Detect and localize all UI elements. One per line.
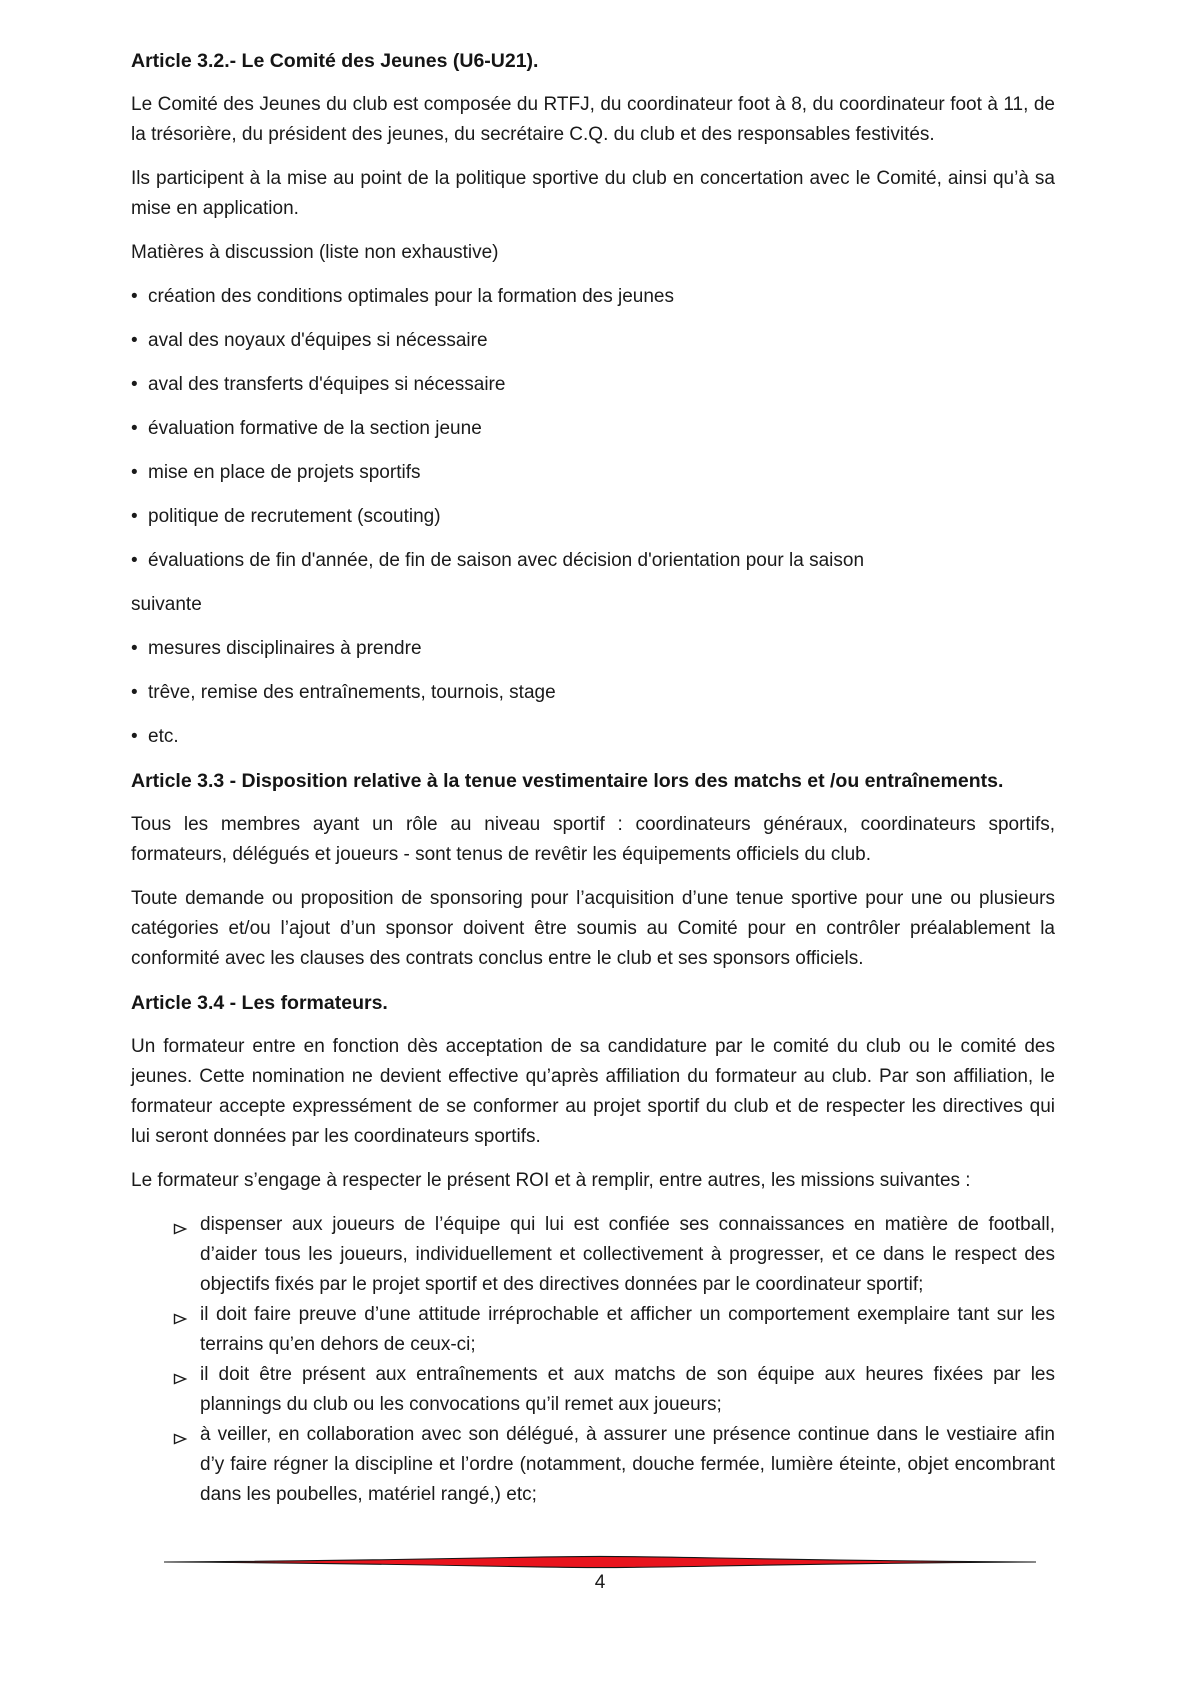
bullet-text: création des conditions optimales pour la formation des jeunes <box>148 286 674 307</box>
bullet-item <box>131 282 1055 312</box>
bullet-text: mise en place de projets sportifs <box>148 462 421 483</box>
bullet-item <box>131 678 1055 708</box>
arrow-list-item <box>131 1420 1055 1510</box>
bullet-item <box>131 414 1055 444</box>
bullet-icon: • <box>131 374 138 395</box>
bullet-icon: • <box>131 330 138 351</box>
bullet-item <box>131 546 1055 576</box>
missions-list <box>131 1210 1055 1510</box>
bullet-text: évaluation formative de la section jeune <box>148 418 482 439</box>
arrow-list-item <box>131 1210 1055 1300</box>
arrow-bullet-icon <box>172 1217 188 1233</box>
footer-divider <box>163 1554 1037 1570</box>
bullet-item <box>131 458 1055 488</box>
article-3-2-paragraph-1: Le Comité des Jeunes du club est composée du RTFJ, du coordinateur foot à 8, du coordinateur foot à 11, de la trésorière, du président des jeunes, du secrétaire C.Q. du club et des responsables festivités. <box>131 94 1055 145</box>
bullet-item <box>131 502 1055 532</box>
document-content <box>131 46 1055 1524</box>
bullet-icon: • <box>131 682 138 703</box>
bullet-text: évaluations de fin d'année, de fin de saison avec décision d'orientation pour la saison <box>148 550 865 571</box>
page-number: 4 <box>594 1572 606 1593</box>
arrow-list-item <box>131 1300 1055 1360</box>
arrow-bullet-icon <box>172 1307 188 1323</box>
bullet-item <box>131 634 1055 664</box>
bullet-icon: • <box>131 638 138 659</box>
bullet-icon: • <box>131 418 138 439</box>
arrow-bullet-icon <box>172 1427 188 1443</box>
bullet-item <box>131 326 1055 356</box>
article-3-3-heading: Article 3.3 - Disposition relative à la tenue vestimentaire lors des matchs et /ou entraînements. <box>131 770 1004 792</box>
bullet-continuation-line: suivante <box>131 594 202 615</box>
arrow-list-item <box>131 1360 1055 1420</box>
bullet-text: etc. <box>148 726 179 747</box>
bullet-icon: • <box>131 506 138 527</box>
article-3-2-paragraph-2: Ils participent à la mise au point de la politique sportive du club en concertation avec le Comité, ainsi qu’à sa mise en application. <box>131 168 1055 219</box>
article-3-2-heading: Article 3.2.- Le Comité des Jeunes (U6-U21). <box>131 50 539 72</box>
mission-text: il doit être présent aux entraînements et aux matchs de son équipe aux heures fixées par les plannings du club ou les convocations qu’il remet aux joueurs; <box>200 1364 1055 1415</box>
article-3-4-heading: Article 3.4 - Les formateurs. <box>131 992 388 1014</box>
bullet-item <box>131 722 1055 752</box>
bullet-text: politique de recrutement (scouting) <box>148 506 441 527</box>
article-3-4-paragraph-2: Le formateur s’engage à respecter le présent ROI et à remplir, entre autres, les missions suivantes : <box>131 1170 971 1191</box>
arrow-bullet-icon <box>172 1367 188 1383</box>
discussion-list-intro: Matières à discussion (liste non exhaustive) <box>131 242 499 263</box>
bullet-icon: • <box>131 550 138 571</box>
bullet-icon: • <box>131 286 138 307</box>
article-3-4-paragraph-1: Un formateur entre en fonction dès acceptation de sa candidature par le comité du club ou le comité des jeunes. Cette nomination ne devient effective qu’après affiliation du formateur au club. Par son affiliation, le formateur accepte expressément de se conformer au projet sportif du club et de respecter les directives qui lui seront données par les coordinateurs sportifs. <box>131 1036 1055 1147</box>
mission-text: il doit faire preuve d’une attitude irréprochable et afficher un comportement exemplaire tant sur les terrains qu’en dehors de ceux-ci; <box>200 1304 1055 1355</box>
bullet-icon: • <box>131 462 138 483</box>
article-3-3-paragraph-2: Toute demande ou proposition de sponsoring pour l’acquisition d’une tenue sportive pour une ou plusieurs catégories et/ou l’ajout d’un sponsor doivent être soumis au Comité pour en contrôler préalablement la conformité avec les clauses des contrats conclus entre le club et ses sponsors officiels. <box>131 888 1055 969</box>
bullet-text: aval des transferts d'équipes si nécessaire <box>148 374 506 395</box>
mission-text: à veiller, en collaboration avec son délégué, à assurer une présence continue dans le vestiaire afin d’y faire régner la discipline et l’ordre (notamment, douche fermée, lumière éteinte, objet encombrant dans les poubelles, matériel rangé,) etc; <box>200 1424 1055 1505</box>
article-3-3-paragraph-1: Tous les membres ayant un rôle au niveau sportif : coordinateurs généraux, coordinateurs sportifs, formateurs, délégués et joueurs - sont tenus de revêtir les équipements officiels du club. <box>131 814 1055 865</box>
mission-text: dispenser aux joueurs de l’équipe qui lui est confiée ses connaissances en matière de football, d’aider tous les joueurs, individuellement et collectivement à progresser, et ce dans le respect des objectifs fixés par le projet sportif et des directives données par le coordinateur sportif; <box>200 1214 1055 1295</box>
bullet-text: mesures disciplinaires à prendre <box>148 638 422 659</box>
bullet-item <box>131 370 1055 400</box>
bullet-icon: • <box>131 726 138 747</box>
bullet-text: trêve, remise des entraînements, tournois, stage <box>148 682 556 703</box>
bullet-text: aval des noyaux d'équipes si nécessaire <box>148 330 488 351</box>
